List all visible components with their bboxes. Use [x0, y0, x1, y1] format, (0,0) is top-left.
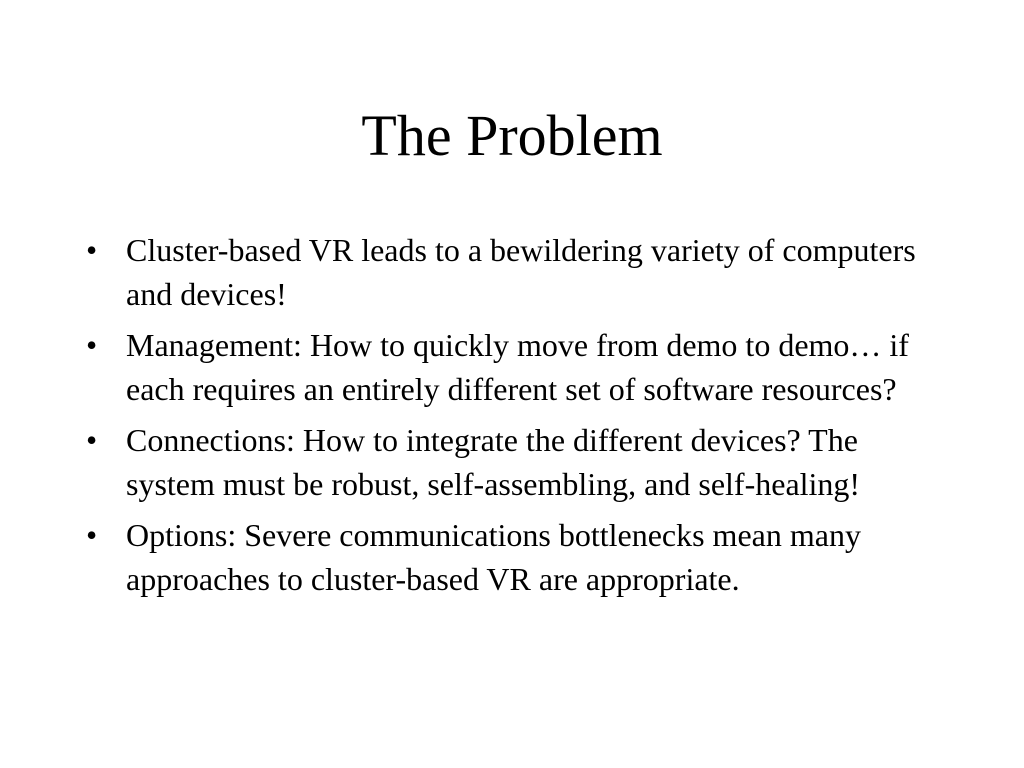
bullet-item [86, 324, 946, 411]
bullet-icon: • [86, 327, 98, 363]
bullet-icon: • [86, 422, 98, 458]
bullet-text: Options: Severe communications bottlenecks mean many approaches to cluster-based VR are appropriate. [126, 517, 861, 597]
bullet-icon: • [86, 517, 98, 553]
bullet-text: Cluster-based VR leads to a bewildering variety of computers and devices! [126, 232, 916, 312]
bullet-text: Connections: How to integrate the different devices? The system must be robust, self-assembling, and self-healing! [126, 422, 861, 502]
bullet-item [86, 229, 946, 316]
bullet-text: Management: How to quickly move from demo to demo… if each requires an entirely different set of software resources? [126, 327, 909, 407]
bullet-icon: • [86, 232, 98, 268]
bullet-item [86, 419, 946, 506]
bullet-item [86, 514, 946, 601]
slide-title: The Problem [361, 103, 663, 168]
bullet-list [86, 229, 946, 609]
